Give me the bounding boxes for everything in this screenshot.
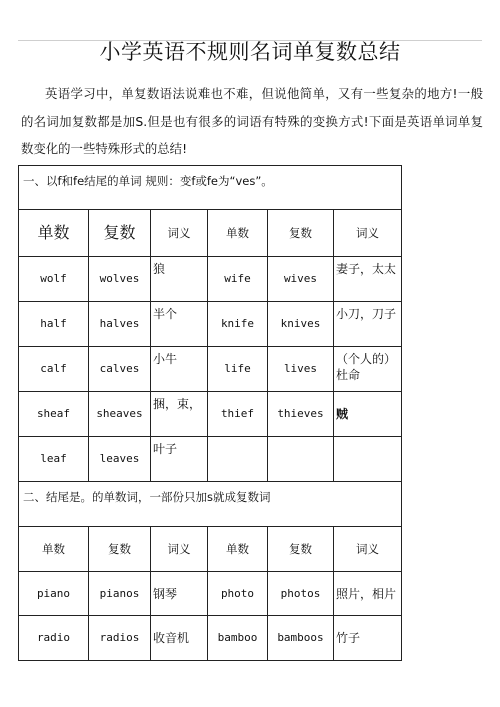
column-header: 单数 bbox=[19, 210, 89, 257]
plural-cell: thieves bbox=[268, 392, 334, 437]
meaning-cell: 狼 bbox=[151, 257, 208, 302]
singular-cell: bamboo bbox=[208, 616, 268, 661]
meaning-cell: 妻子，太太 bbox=[334, 257, 402, 302]
singular-cell: wife bbox=[208, 257, 268, 302]
column-header: 单数 bbox=[208, 527, 268, 572]
plural-cell: wives bbox=[268, 257, 334, 302]
column-header: 词义 bbox=[151, 210, 208, 257]
table-row bbox=[19, 392, 402, 437]
section1-heading: 一、以f和fe结尾的单词 规则：变f或fe为“ves”。 bbox=[19, 166, 402, 210]
column-header: 复数 bbox=[89, 210, 151, 257]
plural-cell: lives bbox=[268, 347, 334, 392]
column-header: 词义 bbox=[151, 527, 208, 572]
plural-cell: halves bbox=[89, 302, 151, 347]
page-title: 小学英语不规则名词单复数总结 bbox=[99, 40, 401, 64]
column-header: 单数 bbox=[208, 210, 268, 257]
section2-column-header bbox=[19, 527, 402, 572]
plural-cell: radios bbox=[89, 616, 151, 661]
meaning-cell: 捆，束， bbox=[151, 392, 208, 437]
singular-cell: calf bbox=[19, 347, 89, 392]
table-row bbox=[19, 302, 402, 347]
plural-cell: pianos bbox=[89, 572, 151, 616]
plural-cell: photos bbox=[268, 572, 334, 616]
section2-heading-row bbox=[19, 482, 402, 527]
table-row bbox=[19, 572, 402, 616]
plural-cell: leaves bbox=[89, 437, 151, 482]
meaning-cell: 收音机 bbox=[151, 616, 208, 661]
singular-cell: life bbox=[208, 347, 268, 392]
singular-cell: leaf bbox=[19, 437, 89, 482]
plural-cell: knives bbox=[268, 302, 334, 347]
column-header: 词义 bbox=[334, 210, 402, 257]
section1-heading-row bbox=[19, 166, 402, 210]
plural-cell: bamboos bbox=[268, 616, 334, 661]
singular-cell: half bbox=[19, 302, 89, 347]
meaning-cell: 照片，相片 bbox=[334, 572, 402, 616]
plural-cell bbox=[268, 437, 334, 482]
column-header: 复数 bbox=[268, 527, 334, 572]
meaning-cell: 半个 bbox=[151, 302, 208, 347]
table-row bbox=[19, 616, 402, 661]
singular-cell: thief bbox=[208, 392, 268, 437]
plural-cell: calves bbox=[89, 347, 151, 392]
singular-cell: piano bbox=[19, 572, 89, 616]
section2-heading: 二、结尾是。的单数词，一部份只加s就成复数词 bbox=[19, 482, 402, 527]
meaning-cell: 贼 bbox=[334, 392, 402, 437]
table-row bbox=[19, 347, 402, 392]
plural-rules-table bbox=[18, 165, 402, 661]
meaning-cell: 小刀，刀子 bbox=[334, 302, 402, 347]
singular-cell: sheaf bbox=[19, 392, 89, 437]
meaning-cell: 竹子 bbox=[334, 616, 402, 661]
column-header: 词义 bbox=[334, 527, 402, 572]
column-header: 单数 bbox=[19, 527, 89, 572]
intro-paragraph: 英语学习中，单复数语法说难也不难，但说他简单，又有一些复杂的地方!一般的名词加复数都是加S.但是也有很多的词语有特殊的变换方式!下面是英语单词单复数变化的一些特殊形式的总结! bbox=[21, 86, 483, 156]
table-row bbox=[19, 437, 402, 482]
singular-cell: photo bbox=[208, 572, 268, 616]
meaning-cell: （个人的）杜命 bbox=[334, 347, 402, 392]
meaning-cell: 钢琴 bbox=[151, 572, 208, 616]
meaning-cell bbox=[334, 437, 402, 482]
column-header: 复数 bbox=[89, 527, 151, 572]
singular-cell: wolf bbox=[19, 257, 89, 302]
table-row bbox=[19, 257, 402, 302]
plural-cell: wolves bbox=[89, 257, 151, 302]
meaning-cell: 小牛 bbox=[151, 347, 208, 392]
plural-cell: sheaves bbox=[89, 392, 151, 437]
singular-cell: knife bbox=[208, 302, 268, 347]
section1-column-header bbox=[19, 210, 402, 257]
singular-cell: radio bbox=[19, 616, 89, 661]
singular-cell bbox=[208, 437, 268, 482]
meaning-cell: 叶子 bbox=[151, 437, 208, 482]
column-header: 复数 bbox=[268, 210, 334, 257]
